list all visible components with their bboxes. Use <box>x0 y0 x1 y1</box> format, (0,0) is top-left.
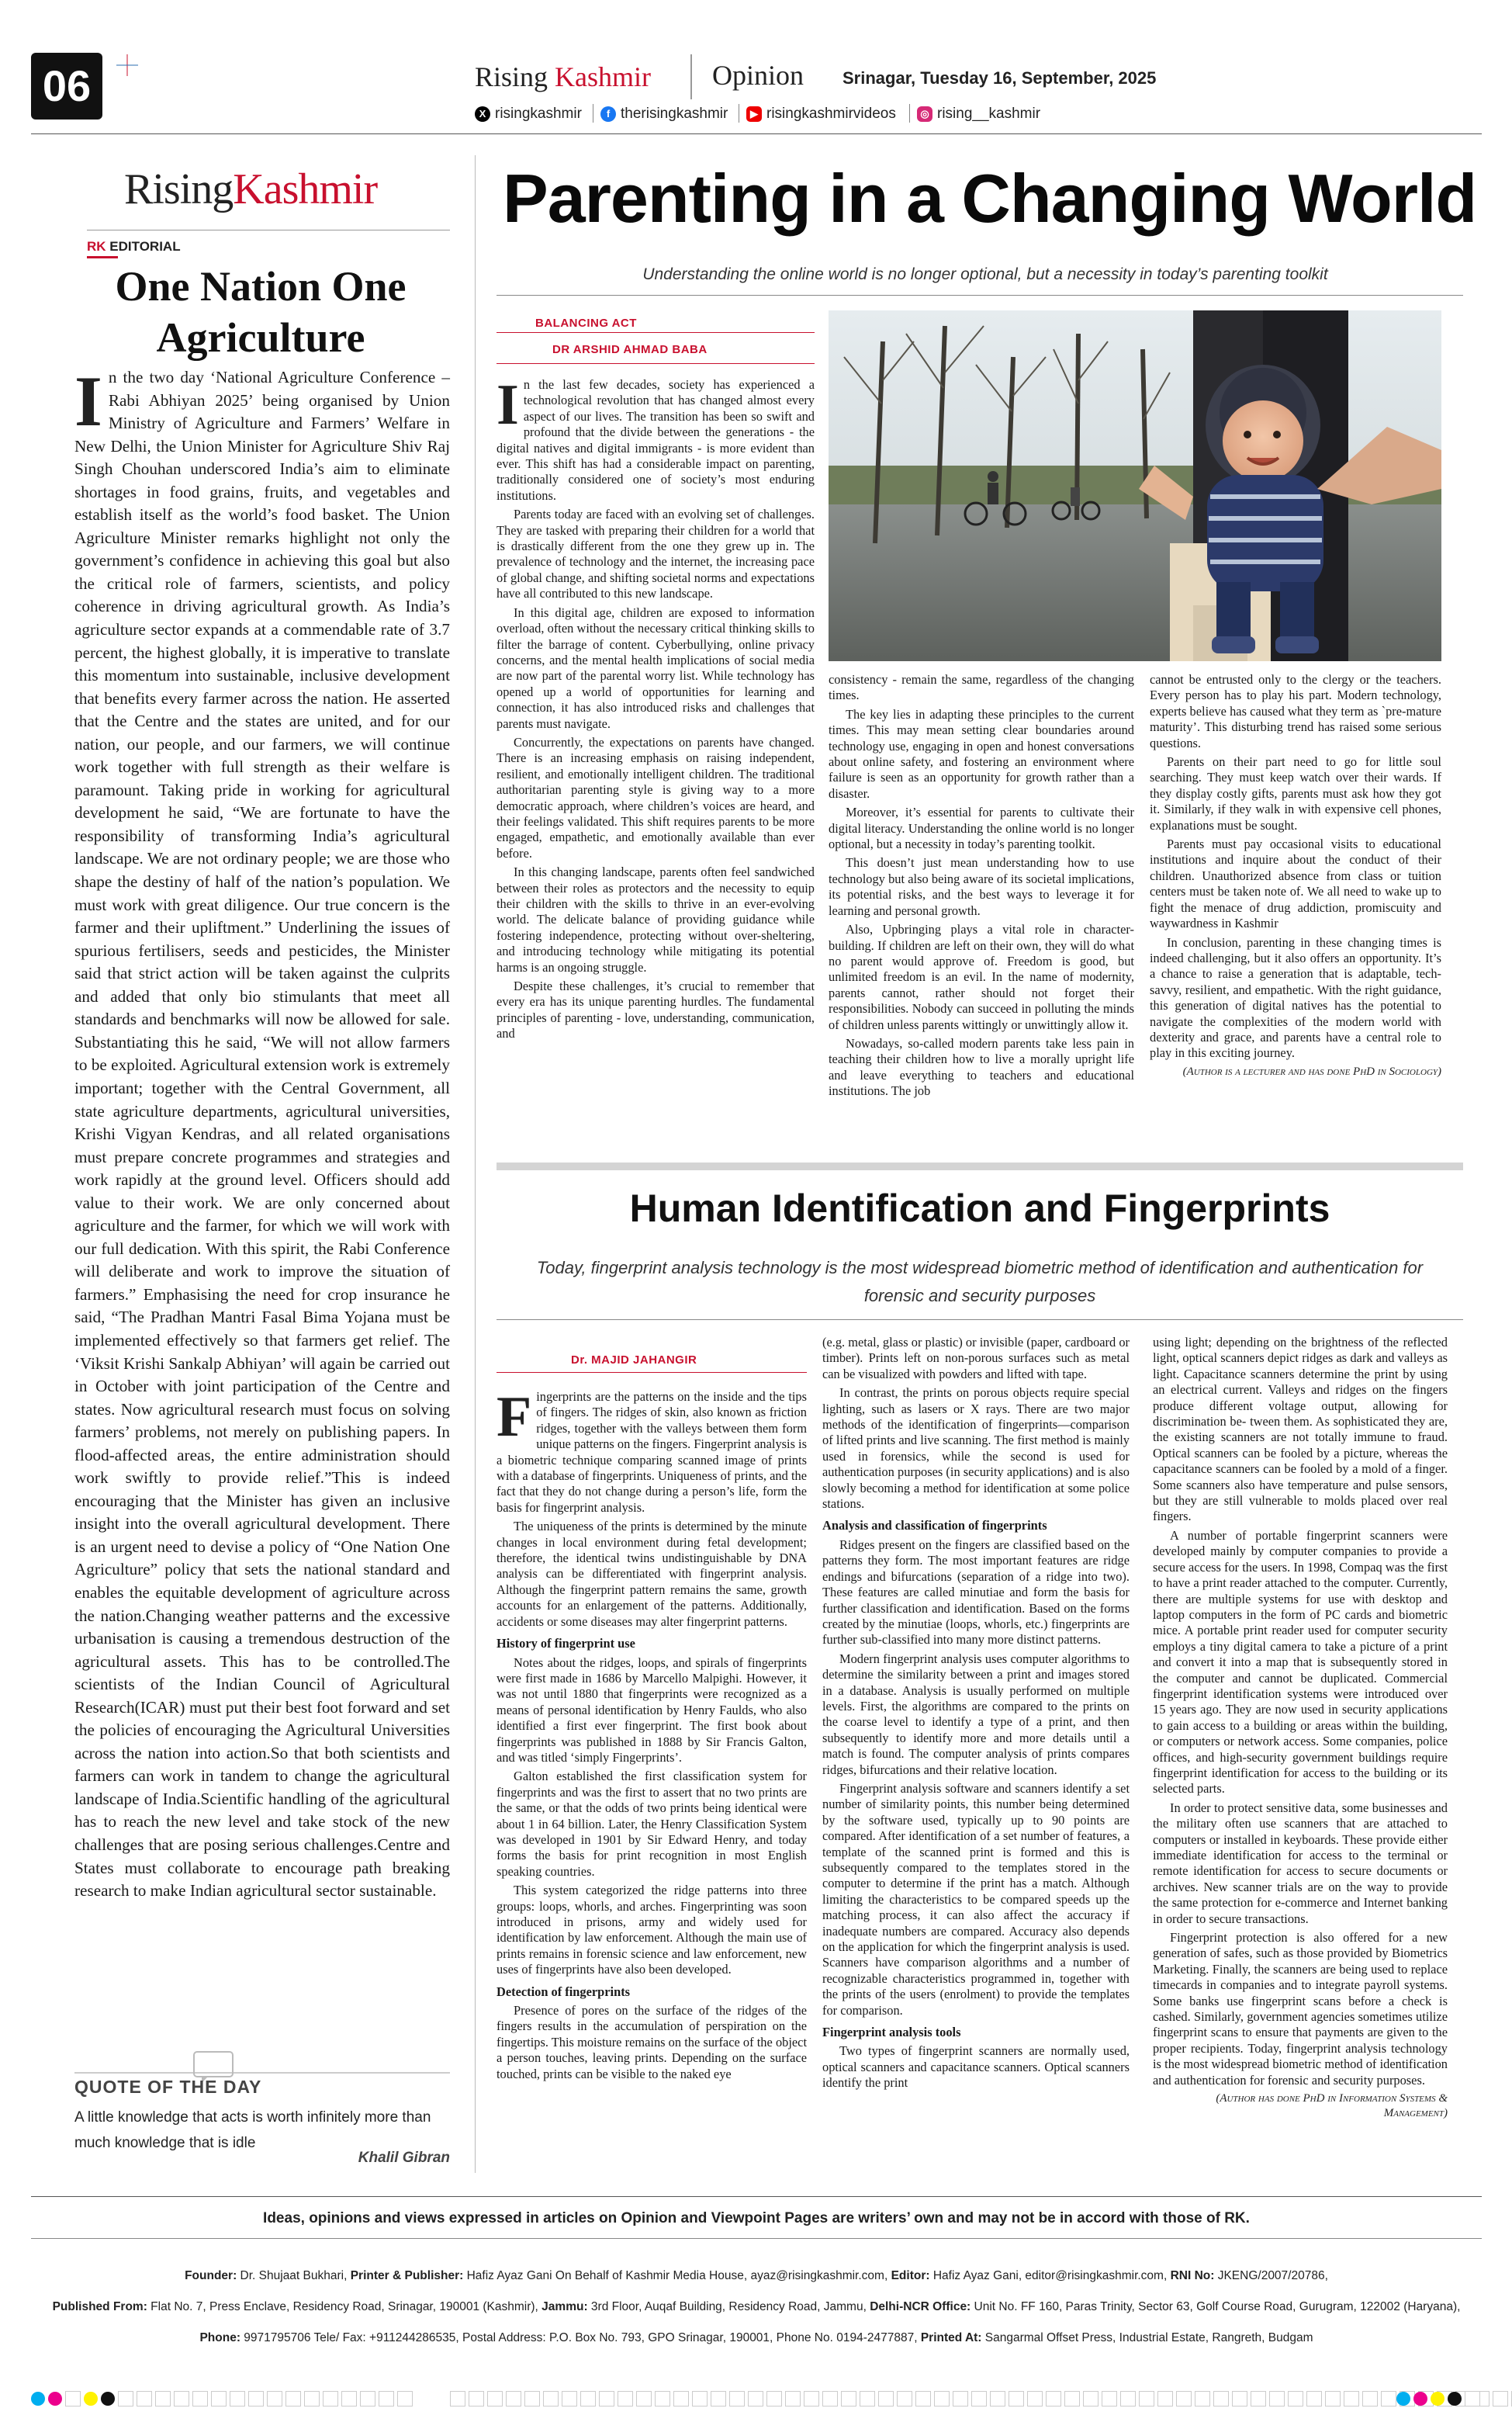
paragraph: Modern fingerprint analysis uses computer algorithms to determine the similarity between a print and images stored in a database. Analysis is usually performed on multiple levels. First, the algorithms are compared to the prints on the coarse level to identify a type of a print, and then subsequently to identify more and more details until a match is found. The computer analysis of prints compares ridges, bifurcations and their relative location. <box>822 1651 1130 1777</box>
article1-photo <box>829 310 1441 661</box>
registration-marks-right <box>1396 2390 1480 2407</box>
social-instagram-label: rising__kashmir <box>937 106 1041 122</box>
paragraph: Also, Upbringing plays a vital role in character-building. If children are left on their own, they will do what no parent would approve of. Freedom is good, but unlimited freedom is an evil. In the name of modernity, parents cannot, rather should not forget their responsibilities. Nobody can succeed in polluting the minds of children unless parents wittingly or unwittingly allow it. <box>829 922 1134 1032</box>
disclaimer: Ideas, opinions and views expressed in articles on Opinion and Viewpoint Pages are writers’ own and may not be in accord with those of RK. <box>263 2210 1250 2226</box>
paragraph-text: ingerprints are the patterns on the inside and the tips of fingers. The ridges of skin, also known as friction ridges, together with the valleys between them form unique patterns on the fingers. Fingerprint analysis is a biometric technique comparing scanned image of prints with a database of fingerprints. Uniqueness of prints, and the fact that they do not change during a person’s life, form the basis for fingerprint analysis. <box>497 1389 807 1515</box>
footer-rule <box>31 2196 1482 2197</box>
article2-rule <box>497 1319 1463 1320</box>
article2-subtitle: Today, fingerprint analysis technology is the most widespread biometric method of identification and authentication for forensic and security purposes <box>536 1258 1424 1305</box>
article2-byline: Dr. MAJID JAHANGIR <box>571 1353 697 1367</box>
text: Sangarmal Offset Press, Industrial Estate, Rangreth, Budgam <box>981 2331 1313 2344</box>
paragraph <box>497 1385 807 1516</box>
footer-line-3 <box>31 2331 1482 2345</box>
brand-red: Kashmir <box>555 61 652 92</box>
paragraph: Despite these challenges, it’s crucial to remember that every era has its unique parenting hurdles. The fundamental principles of parenting - love, understanding, communication, and <box>497 979 815 1041</box>
editorial-tag <box>87 239 181 255</box>
social-youtube[interactable] <box>746 106 896 123</box>
paragraph: In conclusion, parenting in these changing times is indeed challenging, but it also offers an opportunity. It’s a chance to raise a generation that is adaptable, tech-savvy, resilient, and empathetic. With the right guidance, this generation of digital natives has the potential to navigate the complexities of the modern world with dexterity and grace, and parents have a central role to play in this exciting journey. <box>1150 934 1441 1061</box>
paragraph <box>497 373 815 504</box>
paragraph: Ridges present on the fingers are classified based on the patterns they form. The most important features are ridge endings and bifurcations (separation of a ridge into two). These features are called minutiae and form the basis for further classification and identification. Based on the forms created by the minutiae (loops, whorls, etc.) fingerprints are further sub-classified into many more distinct patterns. <box>822 1537 1130 1648</box>
kicker-rule <box>497 332 815 333</box>
editorial-tag-underline <box>87 256 118 258</box>
editorial-body <box>74 362 450 1903</box>
social-facebook[interactable] <box>600 106 728 123</box>
paragraph: Fingerprint protection is also offered for a new generation of safes, such as those provided by Biometrics Marketing. Finally, the scanners are being used to replace timecards in companies and to integrate payroll systems. Some banks use fingerprint scans before a check is cashed. Similarly, government agencies sometimes utilize fingerprint scans to ensure that payments are given to the proper recipients. Today, fingerprint analysis technology is the most widespread biometric method of identification and authentication for forensic and security purposes. <box>1153 1930 1448 2088</box>
subheading: Fingerprint analysis tools <box>822 2025 961 2040</box>
article1-kicker: BALANCING ACT <box>535 317 637 330</box>
subheading: Analysis and classification of fingerprints <box>822 1518 1047 1533</box>
paragraph: Parents today are faced with an evolving set of challenges. They are tasked with preparing their children for a world that is drastically different from the one they grew up in. The prevalence of technology and the internet, the increasing pace of global change, and shifting societal norms and expectations have all contributed to this new landscape. <box>497 507 815 601</box>
paragraph: A number of portable fingerprint scanners were developed mainly by computer companies to provide a secure access for the users. In 1998, Compaq was the first to have a print reader attached to the computer. Currently, there are multiple systems for use with desktop and laptop computers in the form of PC cards and biometric mice. A portable print reader used for computer security employs a tiny digital camera to take a picture of a print and convert it into a map that is subsequently stored in the computer and cannot be duplicated. Commercial fingerprint identification systems were introduced over 15 years ago. They are now used in security applications to gain access to a building or areas within the building, or computers or network access. Some companies, police offices, and high-security government buildings require fingerprint identification for access to the building or its selected parts. <box>1153 1527 1448 1797</box>
text: Hafiz Ayaz Gani On Behalf of Kashmir Media House, ayaz@risingkashmir.com, <box>463 2269 891 2282</box>
issue-date: Srinagar, Tuesday 16, September, 2025 <box>842 68 1157 88</box>
dropcap: I <box>74 362 102 441</box>
paragraph: Presence of pores on the surface of the ridges of the fingers results in the accumulation of perspiration on the fingertips. This moisture remains on the surface of the object a person touches, leaving prints. Depending on the surface touched, prints can be visible to the naked eye <box>497 2003 807 2081</box>
paragraph-text: n the last few decades, society has experienced a technological revolution that has changed almost every aspect of our lives. The transition has been so swift and profound that the divide between the generations - the digital natives and digital immigrants - is more evident than ever. This shift has had a considerable impact on parenting, traditionally considered one of society’s most enduring institutions. <box>497 377 815 503</box>
label: Phone: <box>199 2331 240 2344</box>
paragraph: Nowadays, so-called modern parents take less pain in teaching their children how to live a morally upright life and leave everything to teachers and educational institutions. The job <box>829 1035 1134 1099</box>
facebook-icon: f <box>600 106 616 122</box>
text: JKENG/2007/20786, <box>1214 2269 1328 2282</box>
article1-title: Parenting in a Changing World <box>503 160 1477 237</box>
paragraph: The key lies in adapting these principles to the current times. This may mean setting clear boundaries around technology use, engaging in open and honest conversations about online safety, and fostering an environment where failure is seen as an opportunity for growth rather than a disaster. <box>829 706 1134 801</box>
paragraph: Concurrently, the expectations on parents have changed. There is an increasing emphasis on raising independent, resilient, and emotionally intelligent children. The traditional authoritarian parenting style is giving way to a more democratic approach, where children’s voices are heard, and their feelings validated. This shift requires parents to be more engaged, empathetic, and emotionally available than ever before. <box>497 734 815 861</box>
dropcap: F <box>497 1385 532 1449</box>
social-x-label: risingkashmir <box>495 106 582 122</box>
quote-author: Khalil Gibran <box>358 2150 450 2166</box>
crop-mark-icon <box>116 54 138 76</box>
paragraph: Parents must pay occasional visits to educational institutions and inquire about the conduct of their children. Unauthorized absence from class or tuition centers must be taken note of. We all need to wake up to fight the menace of drug addiction, promiscuity and waywardness in Kashmir <box>1150 837 1441 931</box>
editorial-brand <box>124 165 377 214</box>
text: Dr. Shujaat Bukhari, <box>237 2269 351 2282</box>
article1-column-3 <box>1150 672 1441 1079</box>
instagram-icon: ◎ <box>917 106 932 122</box>
text: 9971795706 Tele/ Fax: +911244286535, Postal Address: P.O. Box No. 793, GPO Srinagar, 190001, Phone No. 0194-2477887, <box>240 2331 921 2344</box>
label: Printed At: <box>920 2331 982 2344</box>
social-x[interactable] <box>475 106 582 123</box>
paragraph: In contrast, the prints on porous objects require special lighting, such as lasers or X rays. There are two major methods of the identification of fingerprints—comparison of lifted prints and live scanning. The first method is mainly used in forensics, while the second is used for authentication purposes (in security applications) and is also slowly becoming a method for identification at some police stations. <box>822 1385 1130 1512</box>
tag-text: EDITORIAL <box>106 239 181 254</box>
masthead-brand[interactable] <box>475 61 651 93</box>
paragraph: Galton established the first classification system for fingerprints and was the first to assert that no two prints are the same, or that the odds of two prints being identical were about 1 in 64 billion. Later, the Henry Classification System was developed in 1901 by Sir Edward Henry, and today forms the basis for print recognition in most English speaking countries. <box>497 1769 807 1879</box>
article1-author-note: (Author is a lecturer and has done PhD in Sociology) <box>1182 1065 1441 1078</box>
page-number: 06 <box>31 53 102 120</box>
paragraph: cannot be entrusted only to the clergy or the teachers. Every person has to play his part. Modern technology, experts believe has caused what they term as `pre-mature maturity’. This disturbing trend has raised some serious questions. <box>1150 672 1441 750</box>
article1-column-1 <box>497 373 815 1045</box>
article2-title: Human Identification and Fingerprints <box>629 1187 1330 1230</box>
footer-rule <box>31 2238 1482 2239</box>
byline-rule <box>497 1372 807 1373</box>
brand-black: Rising <box>124 165 234 213</box>
label: Founder: <box>185 2269 237 2282</box>
quote-text: A little knowledge that acts is worth infinitely more than much knowledge that is idle <box>74 2109 431 2151</box>
label: Delhi-NCR Office: <box>870 2300 971 2313</box>
subheading: History of fingerprint use <box>497 1636 635 1651</box>
paragraph: using light; depending on the brightness of the reflected light, optical scanners depict ridges as dark and valleys as light. Capacitance scanners determine the print by using an electrical current. Valleys and ridges on the fingers produce different voltage output, allowing for discrimination be- tween them. As sophisticated they are, the existing scanners are not totally immune to fraud. Optical scanners can be fooled by a picture, whereas the capacitance scanners can be fooled by a mold of a finger. Some scanners also have temperature and pulse sensors, but they are still vulnerable to molds placed over real fingers. <box>1153 1335 1448 1524</box>
registration-marks-left <box>31 2390 413 2407</box>
brand-red: Kashmir <box>233 165 378 213</box>
label: Printer & Publisher: <box>350 2269 464 2282</box>
text: Flat No. 7, Press Enclave, Residency Road, Srinagar, 190001 (Kashmir), <box>147 2300 542 2313</box>
label: Published From: <box>52 2300 147 2313</box>
social-instagram[interactable] <box>917 106 1040 123</box>
tag-red: RK <box>87 239 106 254</box>
social-youtube-label: risingkashmirvideos <box>766 106 896 122</box>
column-divider <box>475 155 476 2173</box>
paragraph: Fingerprint analysis software and scanners identify a set number of similarity points, this number being determined by the software used, typically up to 90 points are compared. After identification of a set number of features, a template of the scanned print is formed and this is subsequently compared to the templates stored in the computer to determine if the print has a match. Although limiting the characteristics to be compared speeds up the matching process, it can also affect the accuracy if inadequate numbers are compared. Accuracy also depends on the application for which the fingerprint analysis is used. Scanners have comparison algorithms and a number of recognizable characteristics programmed in, together with the prints of the users (enrolment) to provide the templates for comparison. <box>822 1780 1130 2018</box>
paragraph: In this digital age, children are exposed to information overload, often without the necessary critical thinking skills to filter the barrage of content. Cyberbullying, online privacy concerns, and the mental health implications of social media are now part of the parental worry list. While technology has opened up a world of opportunities for learning and connection, it has also introduced risks and challenges that parents must navigate. <box>497 605 815 731</box>
article2-column-2 <box>822 1335 1130 2095</box>
quote-label: QUOTE OF THE DAY <box>74 2077 262 2097</box>
text: Hafiz Ayaz Gani, editor@risingkashmir.com, <box>929 2269 1171 2282</box>
label: RNI No: <box>1170 2269 1215 2282</box>
registration-marks-center <box>450 2390 1512 2407</box>
footer-line-1 <box>31 2269 1482 2283</box>
article2-column-3 <box>1153 1335 1448 2121</box>
social-facebook-label: therisingkashmir <box>621 106 728 122</box>
subheading: Detection of fingerprints <box>497 1984 631 1999</box>
paragraph: In this changing landscape, parents often feel sandwiched between their roles as protectors and the necessity to equip their children with the skills to thrive in an ever-evolving world. The delicate balance of providing guidance while fostering independence, protecting without over-sheltering, and introducing technology while mitigating its potential harms is an ongoing struggle. <box>497 865 815 975</box>
footer-line-2 <box>31 2300 1482 2314</box>
paragraph: This doesn’t just mean understanding how to use technology but also being aware of its societal implications, its potential risks, and the best ways to leverage it for learning and personal growth. <box>829 855 1134 918</box>
masthead-rule <box>31 133 1482 134</box>
article1-byline: DR ARSHID AHMAD BABA <box>552 343 708 356</box>
youtube-icon: ▶ <box>746 106 762 122</box>
article2-column-1 <box>497 1385 807 2085</box>
article1-rule <box>497 295 1463 296</box>
paragraph: This system categorized the ridge patterns into three groups: loops, whorls, and arches. Fingerprinting was soon introduced in prisons, army and widely used for identification by law enforcement. Although the main use of prints remains in forensic science and law enforcement, new uses of fingerprints have also been developed. <box>497 1883 807 1977</box>
byline-rule <box>497 363 815 364</box>
paragraph: Parents on their part need to go for little soul searching. They must keep watch over their wards. If they display costly gifts, parents must ask how they got it. Similarly, if they walk in with expensive cell phones, explanations must be sought. <box>1150 754 1441 833</box>
masthead-divider <box>690 54 692 99</box>
paragraph: The uniqueness of the prints is determined by the minute changes in local environment during fetal development; therefore, the identical twins undistinguishable by DNA analysis can be differentiated with fingerprint analysis. Although the fingerprint pattern remains the same, growth accounts for an enlargement of the patterns. Additionally, accidents or some diseases may alter fingerprint patterns. <box>497 1519 807 1629</box>
label: Jammu: <box>541 2300 588 2313</box>
paragraph: (e.g. metal, glass or plastic) or invisible (paper, cardboard or timber). Prints left on non-porous surfaces such as metal can be visualized with powders and lifted with tape. <box>822 1335 1130 1381</box>
article1-subtitle: Understanding the online world is no longer optional, but a necessity in today’s parenting toolkit <box>642 265 1328 283</box>
paragraph: Moreover, it’s essential for parents to cultivate their digital literacy. Understanding the online world is no longer optional, but a necessity in today’s parenting toolkit. <box>829 805 1134 852</box>
section-name: Opinion <box>712 60 804 91</box>
text: 3rd Floor, Auqaf Building, Residency Road, Jammu, <box>587 2300 870 2313</box>
dropcap: I <box>497 373 519 437</box>
paragraph: Two types of fingerprint scanners are normally used, optical scanners and capacitance scanners. Optical scanners identify the print <box>822 2043 1130 2091</box>
editorial-title: One Nation One Agriculture <box>115 263 407 361</box>
label: Editor: <box>891 2269 930 2282</box>
editorial-text: n the two day ‘National Agriculture Conference – Rabi Abhiyan 2025’ being organised by Union Ministry of Agriculture and Farmers’ Welfare in New Delhi, the Union Minister for Agriculture Shiv Raj Singh Chouhan underscored India’s aim to eliminate shortages in food grains, fruits, and vegetables and establish itself as the world’s food basket. The Union Agriculture Minister remarks highlight not only the government’s confidence in achieving this goal but also the critical role of farmers, scientists, and policy coherence in driving agricultural growth. As India’s agriculture sector expands at a commendable rate of 3.7 percent, the highest globally, it is imperative to translate this momentum into sustainable, inclusive development that benefits every farmer across the nation. He asserted that the Centre and the states are united, and for our nation, our people, and our farmers, we will continue work together with full strength as their welfare is paramount. Taking pride in working for agricultural development he said, “We are fortunate to have the responsibility of transforming India’s agricultural landscape. We are not ordinary people; we are those who shape the destiny of half of the nation’s population. We must work with great diligence. Our true concern is the farmer and their upliftment.” Underlining the issues of spurious fertilisers, seeds and pesticides, the Minister said that strict action will be taken against the culprits and added that only bio stimulants that meet all standards and benchmarks will now be allowed for sale. Substantiating this he said, “We will not allow farmers to be exploited. Agricultural extension work is extremely important; together with the Central Government, all state agriculture departments, agricultural universities, Krishi Vigyan Kendras, and all related organisations must prepare concrete programmes and strategies and work rapidly at the ground level. Officers should add value to their work. We are only concerned about agriculture and the farmer, for which we will work with our full dedication. With this spirit, the Rabi Conference will deliberate and work to improve the situation of farmers.” Emphasising the need for crop insurance he said, “The Pradhan Mantri Fasal Bima Yojana must be implemented effectively so that farmers get relief. The ‘Viksit Krishi Sankalp Abhiyan’ will again be carried out in October with joint participation of the Centre and states. Now agricultural research must focus on solving farmers’ problems, not merely on publishing papers. In flood-affected areas, the entire administration should work swiftly to provide relief.”This is indeed encouraging that the Minister has given an inclusive insight into the overall agricultural development. There is an urgent need to devise a policy of “One Nation One Agriculture” policy that sets the national standard and enables the equitable development of agriculture across the nation.Changing weather patterns and the excessive urbanisation is causing a tremendous destruction of the agricultural assets. This has to be controlled.The scientists of the Indian Council of Agricultural Research(ICAR) must put their best foot forward and set the policies of encouraging the Agricultural Universities across the nation into action.So that both scientists and farmers can work in tandem to change the agricultural landscape of India.Scientific handling of the agricultural has to reach the new level and take stock of the new challenges that are posing serious challenges.Centre and States must collaborate to encourage path breaking research to make Indian agricultural sector sustainable. <box>74 368 450 1901</box>
text: Unit No. FF 160, Paras Trinity, Sector 63, Golf Course Road, Gurugram, 122002 (Haryana), <box>971 2300 1461 2313</box>
article1-column-2 <box>829 672 1134 1103</box>
social-divider <box>909 104 910 123</box>
article2-author-note: (Author has done PhD in Information Systems & Management) <box>1216 2092 1448 2120</box>
x-icon: X <box>475 106 490 122</box>
paragraph: consistency - remain the same, regardless of the changing times. <box>829 672 1134 703</box>
paragraph: In order to protect sensitive data, some businesses and the military often use scanners that are attached to computers or installed in keyboards. These provide either immediate identification for access to the terminal or remote identification for access to secure documents or archives. New scanner trials are on the way to provide the same protection for e-commerce and Internet banking in order to secure transactions. <box>1153 1800 1448 1926</box>
brand-black: Rising <box>475 61 555 92</box>
paragraph: Notes about the ridges, loops, and spirals of fingerprints were first made in 1686 by Marcello Malpighi. However, it was not until 1880 that fingerprints were recognized as a means of personal identification by Henry Faulds, who also identified a first ever fingerprint. The first book about fingerprints was published in 1888 by Sir Francis Galton, and was titled ‘simply Fingerprints’. <box>497 1655 807 1765</box>
section-separator <box>497 1163 1463 1170</box>
